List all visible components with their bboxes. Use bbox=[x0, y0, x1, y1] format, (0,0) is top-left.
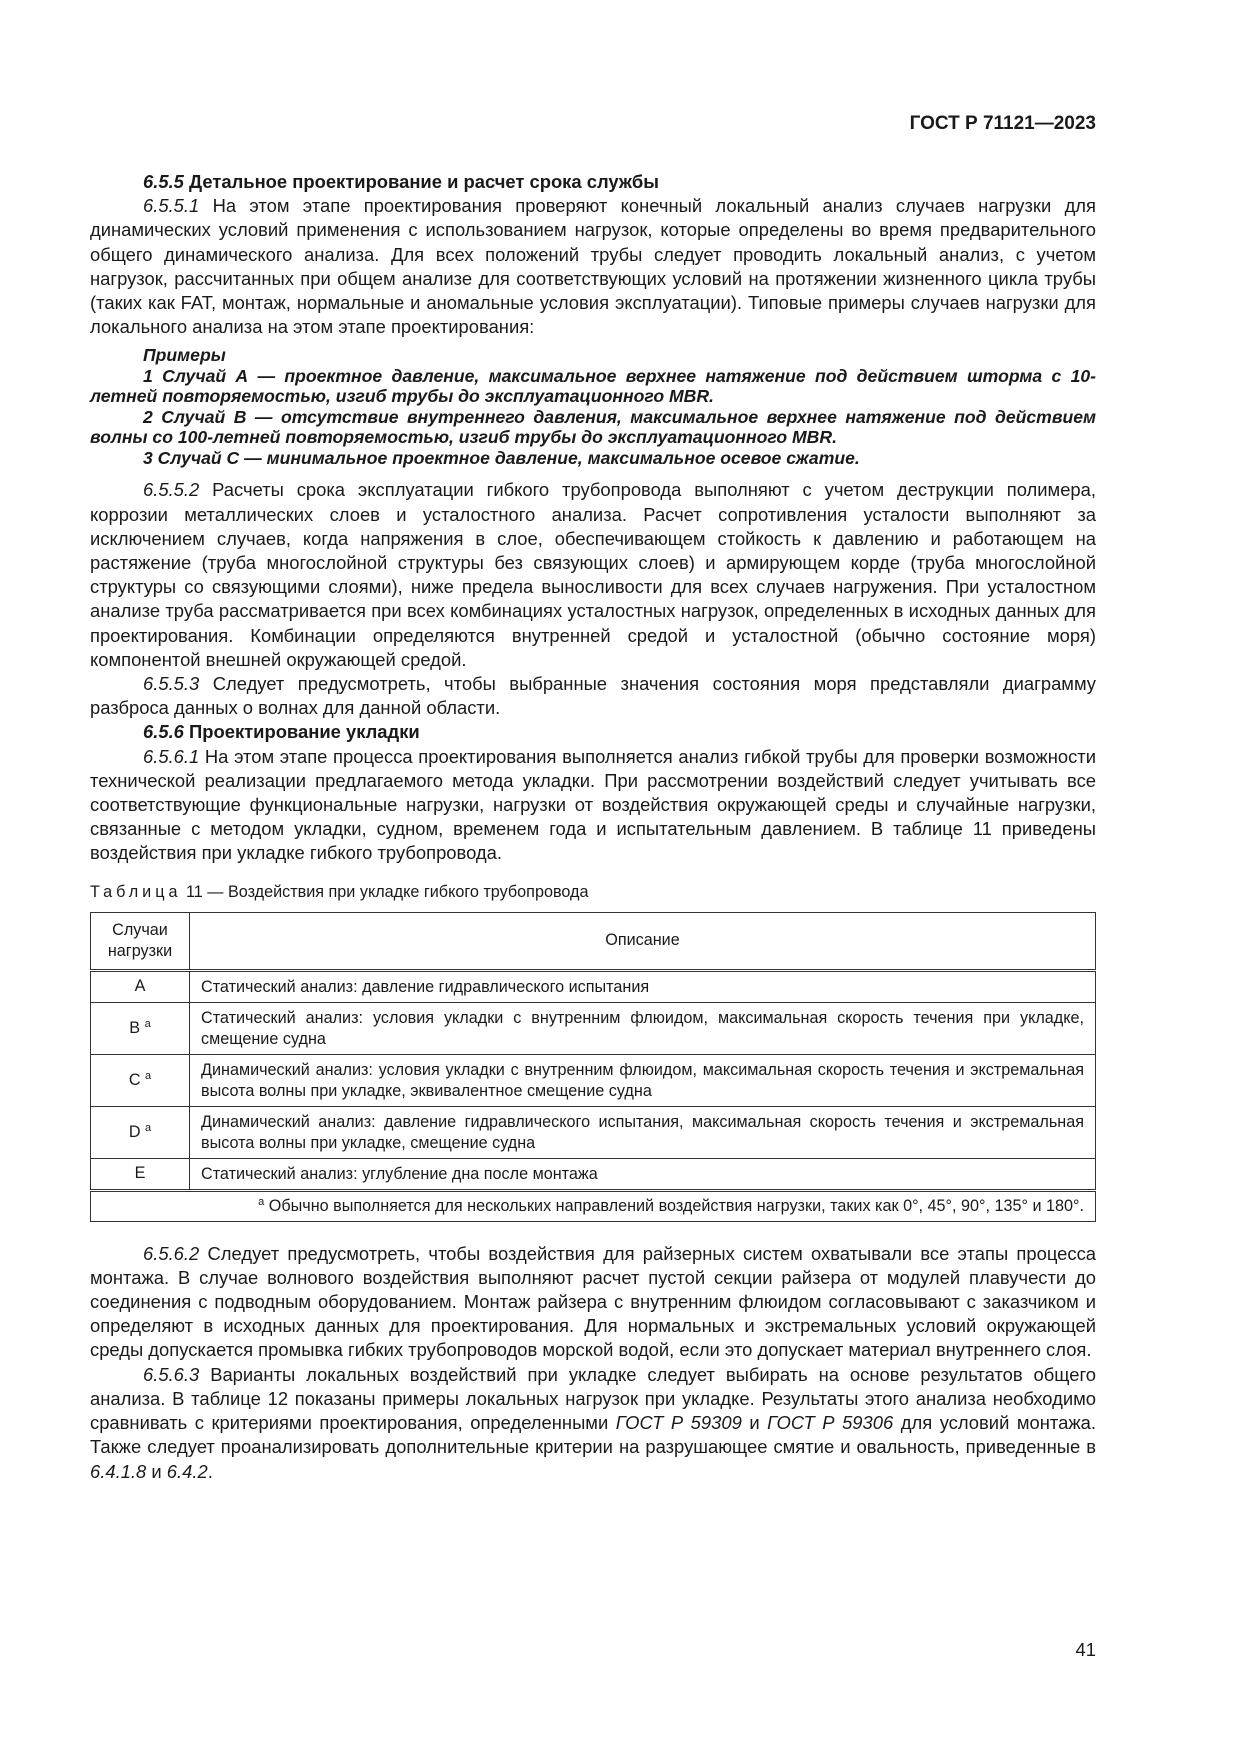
table-row bbox=[91, 1106, 1096, 1158]
table-row bbox=[91, 1054, 1096, 1106]
table-11 bbox=[90, 912, 1096, 1222]
clause-reference: 6.4.2 bbox=[166, 1460, 208, 1482]
paragraph-6-5-6-3: 6.5.6.3 Варианты локальных воздействий при укладке следует выбирать на основе результатов общего анализа. В таблице 12 показаны примеры локальных нагрузок при укладке. Результаты этого анализа необходимо сравнивать с критериями проектирования, определенными ГОСТ Р 59309 и ГОСТ Р 59306 для условий монтажа. Также следует проанализировать дополнительные критерии на разрушающее смятие и овальность, приведенные в 6.4.1.8 и 6.4.2. bbox=[90, 1363, 1096, 1482]
example-item: 1 Случай А — проектное давление, максимальное верхнее натяжение под действием шторма с 10-летней повторяемостью, изгиб трубы до эксплуатационного MBR. bbox=[90, 365, 1096, 407]
document-page bbox=[90, 0, 1096, 1754]
table-caption bbox=[90, 882, 1096, 902]
table-row bbox=[91, 970, 1096, 1002]
clause-text: Варианты локальных воздействий при укладке следует выбирать на основе результатов общего анализа. В таблице 12 показаны примеры локальных нагрузок при укладке. Результаты этого анализа необходимо сравнивать с критериями проектирования, определенными bbox=[90, 1363, 1096, 1434]
description-cell: Статический анализ: давление гидравлического испытания bbox=[190, 970, 1096, 1002]
standard-reference: ГОСТ Р 59309 bbox=[615, 1412, 742, 1434]
examples-title: Примеры bbox=[143, 345, 226, 366]
clause-text: Следует предусмотреть, чтобы выбранные значения состояния моря представляли диаграмму разброса данных о волнах для данной области. bbox=[90, 673, 1096, 719]
paragraph-6-5-5-3 bbox=[90, 672, 1096, 720]
clause-text: На этом этапе процесса проектирования выполняется анализ гибкой трубы для проверки возможности технической реализации предлагаемого метода укладки. При рассмотрении воздействий следует учитывать все соответствующие функциональные нагрузки, нагрузки от воздействия окружающей среды и случайные нагрузки, связанные с методом укладки, судном, временем года и испытательным давлением. В таблице 11 приведены воздействия при укладке гибкого трубопровода. bbox=[90, 745, 1096, 864]
case-cell: В $^а$ bbox=[91, 1002, 190, 1054]
paragraph-6-5-5-2 bbox=[90, 478, 1096, 672]
section-heading-6-5-5 bbox=[90, 170, 1096, 194]
clause-text: Следует предусмотреть, чтобы воздействия для райзерных систем охватывали все этапы процесса монтажа. В случае волнового воздействия выполняют расчет пустой секции райзера от модулей плавучести до соединения с подводным оборудованием. Монтаж райзера с внутренним флюидом согласовывают с заказчиком и определяют в исходных данных для проектирования. Для нормальных и экстремальных условий окружающей среды допускается промывка гибких трубопроводов морской водой, если это допускает материал внутреннего слоя. bbox=[90, 1242, 1096, 1361]
col-header-cases: Случаи нагрузки bbox=[91, 912, 190, 970]
paragraph-6-5-6-2 bbox=[90, 1242, 1096, 1363]
table-row bbox=[91, 1158, 1096, 1190]
section-heading-6-5-6 bbox=[90, 720, 1096, 744]
paragraph-6-5-5-1 bbox=[90, 194, 1096, 339]
example-item: 2 Случай В — отсутствие внутреннего давления, максимальное верхнее натяжение под действием волны со 100-летней повторяемостью, изгиб трубы до эксплуатационного MBR. bbox=[90, 406, 1096, 448]
description-cell: Динамический анализ: давление гидравлического испытания, максимальная скорость течения и экстремальная высота волны при укладке, смещение судна bbox=[190, 1106, 1096, 1158]
section-number: 6.5.6 bbox=[143, 721, 184, 743]
document-body bbox=[90, 170, 1096, 1484]
case-cell: D $^а$ bbox=[91, 1106, 190, 1158]
clause-number: 6.5.6.3 bbox=[143, 1363, 200, 1385]
paragraph-6-5-6-1 bbox=[90, 745, 1096, 866]
clause-number: 6.5.6.1 bbox=[143, 745, 200, 767]
case-cell: С $^а$ bbox=[91, 1054, 190, 1106]
example-item: 3 Случай С — минимальное проектное давление, максимальное осевое сжатие. bbox=[143, 447, 860, 468]
description-cell: Статический анализ: углубление дна после монтажа bbox=[190, 1158, 1096, 1190]
case-cell: А bbox=[91, 970, 190, 1002]
clause-text: На этом этапе проектирования проверяют конечный локальный анализ случаев нагрузки для динамических условий применения с использованием нагрузок, которые определены во время предварительного общего динамического анализа. Для всех положений трубы следует проводить локальный анализ, с учетом нагрузок, рассчитанных при общем анализе для соответствующих условий на протяжении жизненного цикла трубы (таких как FAT, монтаж, нормальные и аномальные условия эксплуатации). Типовые примеры случаев нагрузки для локального анализа на этом этапе проектирования: bbox=[90, 195, 1096, 338]
clause-reference: 6.4.1.8 bbox=[90, 1460, 147, 1482]
page-number: 41 bbox=[1075, 1639, 1096, 1660]
description-cell: Статический анализ: условия укладки с внутренним флюидом, максимальная скорость течения при укладке, смещение судна bbox=[190, 1002, 1096, 1054]
clause-number: 6.5.5.2 bbox=[143, 479, 200, 501]
section-title: Детальное проектирование и расчет срока службы bbox=[189, 171, 659, 192]
section-title: Проектирование укладки bbox=[189, 721, 420, 743]
table-caption-word: Таблица bbox=[90, 882, 182, 901]
document-code: ГОСТ Р 71121—2023 bbox=[909, 113, 1096, 134]
description-cell: Динамический анализ: условия укладки с внутренним флюидом, максимальная скорость течения и экстремальная высота волны при укладке, эквивалентное смещение судна bbox=[190, 1054, 1096, 1106]
table-footnote: $^а$ Обычно выполняется для нескольких направлений воздействия нагрузки, таких как 0°, 45°, 90°, 135° и 180°. bbox=[91, 1190, 1096, 1221]
case-cell: Е bbox=[91, 1158, 190, 1190]
clause-number: 6.5.5.3 bbox=[143, 673, 200, 695]
table-footnote-row bbox=[91, 1190, 1096, 1221]
section-number: 6.5.5 bbox=[143, 171, 184, 192]
col-header-description: Описание bbox=[190, 912, 1096, 970]
clause-text: Расчеты срока эксплуатации гибкого трубопровода выполняют с учетом деструкции полимера, коррозии металлических слоев и усталостного анализа. Расчет сопротивления усталости выполняют за исключением случаев, когда напряжения в слое, обеспечивающем стойкость к давлению и работающем на растяжение (труба многослойной структуры без связующих слоев) и армирующем корде (труба многослойной структуры со связующими слоями), ниже предела выносливости для всех случаев нагружения. При усталостном анализе труба рассматривается при всех комбинациях усталостных нагрузок, определенных в исходных данных для проектирования. Комбинации определяются внутренней средой и усталостной (обычно состояние моря) компонентой внешней окружающей средой. bbox=[90, 479, 1096, 670]
clause-number: 6.5.6.2 bbox=[143, 1242, 200, 1264]
table-header-row bbox=[91, 912, 1096, 970]
table-caption-text: 11 — Воздействия при укладке гибкого трубопровода bbox=[185, 882, 589, 901]
clause-number: 6.5.5.1 bbox=[143, 195, 200, 217]
examples-block bbox=[90, 345, 1096, 468]
table-row bbox=[91, 1002, 1096, 1054]
standard-reference: ГОСТ Р 59306 bbox=[767, 1412, 894, 1434]
